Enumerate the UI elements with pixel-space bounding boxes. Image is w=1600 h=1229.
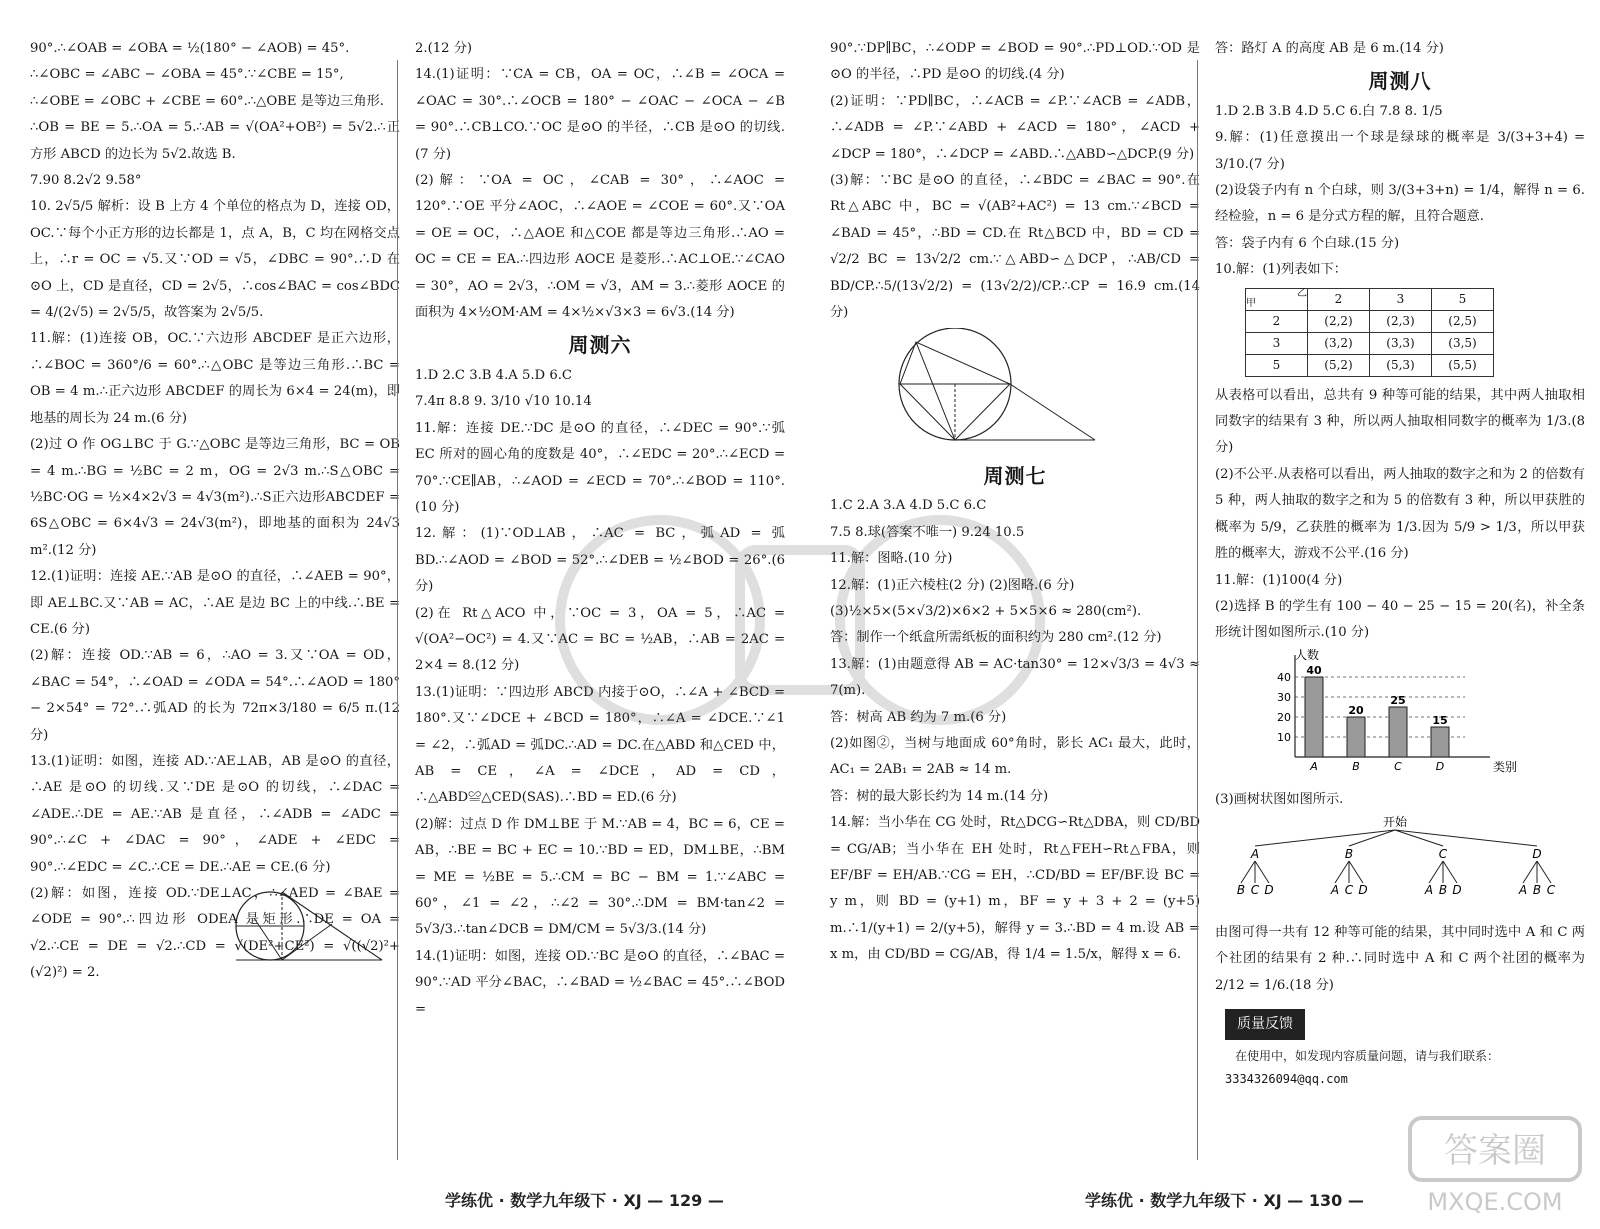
tree-leaf: B bbox=[1236, 882, 1246, 897]
tree-root: 开始 bbox=[1382, 814, 1408, 829]
solution-paragraph: ∴∠OBC = ∠ABC − ∠OBA = 45°.∵∠CBE = 15°, bbox=[30, 67, 344, 83]
chart-bar bbox=[1389, 707, 1407, 757]
tree-node: C bbox=[1438, 846, 1448, 861]
chart-tick-label: 20 bbox=[1277, 710, 1291, 724]
solution-paragraph: 90°.∴∠OAB = ∠OBA = ½(180° − ∠AOB) = 45°. bbox=[30, 41, 350, 56]
svg-text:答案圈: 答案圈 bbox=[1444, 1131, 1546, 1171]
solution-paragraph: 答：袋子内有 6 个白球.(15 分) bbox=[1215, 235, 1400, 251]
tree-leaf: B bbox=[1438, 882, 1448, 897]
table-row bbox=[1246, 310, 1494, 332]
right-page bbox=[800, 0, 1600, 1229]
table-cell: (5,3) bbox=[1370, 354, 1432, 376]
solution-paragraph: 10. 2√5/5 解析：设 B 上方 4 个单位的格点为 D，连接 OD，OC.∵每个小正方形的边长都是 1，点 A，B，C 均在网格交点上，∴r = OC = √5.又∵OD = √5，∠DBC = 90°.∴D 在⊙O 上，CD 是直径，CD = 2√5，∴cos∠BAC = cos∠BDC = 4/(2√5) = 2√5/5，故答案为 2√5/5. bbox=[30, 199, 400, 321]
chart-bar bbox=[1347, 717, 1365, 757]
table-cell: (3,5) bbox=[1432, 332, 1494, 354]
solution-paragraph: 11.解：连接 DE.∵DC 是⊙O 的直径，∴∠DEC = 90°.∵弧 EC 所对的圆心角的度数是 40°，∴∠EDC = 20°.∴∠ECD = 70°.∵CE∥AB，∴∠AOD = ∠ECD = 70°.∴∠BOD = 110°.(10 分) bbox=[415, 420, 785, 515]
chart-bar bbox=[1431, 727, 1449, 757]
tree-leaf: A bbox=[1518, 882, 1528, 897]
solution-paragraph: (2)过 O 作 OG⊥BC 于 G.∵△OBC 是等边三角形，BC = OB = 4 m.∴BG = ½BC = 2 m，OG = 2√3 m.∴S△OBC = ½BC·OG = ½×4×2√3 = 4√3(m²).∴S正六边形ABCDEF = 6S△OBC = 6×4√3 = 24√3(m²)，即地基的面积为 24√3 m².(12 分) bbox=[30, 437, 400, 558]
chart-xlabel: 类别 bbox=[1493, 759, 1518, 774]
solution-paragraph: 14.解：当小华在 CG 处时，Rt△DCG∽Rt△DBA，则 CD/BD = CG/AB；当小华在 EH 处时，Rt△FEH∽Rt△FBA，则 EF/BF = EH/AB.∵CG = EH，∴CD/BD = EF/BF.设 BC = y m，则 BD = (y+1) m，BF = y + 3 + 2 = (y+5) m.∴1/(y+1) = 2/(y+5)，解得 y = 3.∴BD = 4 m.设 AB = x m，由 CD/BD = CG/AB，得 1/4 = 1.5/x，解得 x = 6. bbox=[830, 815, 1200, 963]
section-title-week6: 周测六 bbox=[568, 333, 632, 358]
solution-paragraph: 答：树的最大影长约为 14 m.(14 分) bbox=[830, 788, 1049, 804]
right-column-b bbox=[1215, 36, 1585, 1166]
table-cell: 5 bbox=[1246, 354, 1308, 376]
left-column-a bbox=[30, 36, 400, 1166]
quality-feedback-label: 质量反馈 bbox=[1225, 1009, 1305, 1039]
column-divider-right bbox=[1197, 60, 1198, 1160]
solution-paragraph: (2)不公平.从表格可以看出，两人抽取的数字之和为 2 的倍数有 5 种，两人抽取的数字之和为 5 的倍数有 3 种，所以甲获胜的概率为 5/9，乙获胜的概率为 1/3.因为 5/9 > 1/3，所以甲获胜的概率大，游戏不公平.(16 分) bbox=[1215, 466, 1585, 562]
feedback-email[interactable]: 3334326094@qq.com bbox=[1225, 1071, 1348, 1086]
solution-paragraph: 13.(1)证明：如图，连接 AD.∵AE⊥AB，AB 是⊙O 的直径，∴AE 是⊙O 的切线.又∵DE 是⊙O 的切线，∴∠DAC = ∠ADE.∴DE = AE.∵AB 是直径，∴∠ADB = ∠ADC = 90°.∴∠C + ∠DAC = 90°，∠ADE + ∠EDC = 90°.∴∠EDC = ∠C.∴CE = DE.∴AE = CE.(6 分) bbox=[30, 753, 400, 875]
chart-tick-label: 10 bbox=[1277, 730, 1291, 744]
solution-paragraph: (2)解：过点 D 作 DM⊥BE 于 M.∵AB = 4，BC = 6，CE = AB，∴BE = BC + EC = 10.∵BD = ED，DM⊥BE，∴BM = ME = ½BE = 5.∴CM = BC − BM = 1.∵∠ABC = 60°，∠1 = ∠2，∴∠2 = 30°.∴DM = BM·tan∠2 = 5√3/3.∴tan∠DCB = DM/CM = 5√3/3.(14 分) bbox=[415, 816, 785, 938]
solution-paragraph: (2)在 Rt△ACO 中，∵OC = 3，OA = 5，∴AC = √(OA²−OC²) = 4.又∵AC = BC = ½AB，∴AB = 2AC = 2×4 = 8.(12 分) bbox=[415, 605, 785, 674]
tree-leaf: A bbox=[1330, 882, 1340, 897]
outcome-table bbox=[1245, 288, 1494, 377]
corner-logo bbox=[1400, 1110, 1590, 1220]
table-row bbox=[1246, 354, 1494, 376]
chart-data-label: 20 bbox=[1348, 703, 1364, 717]
page-footer-left: 学练优 · 数学九年级下 · XJ — 129 — bbox=[445, 1191, 724, 1210]
table-cell: (2,3) bbox=[1370, 310, 1432, 332]
solution-paragraph: 答：树高 AB 约为 7 m.(6 分) bbox=[830, 709, 1007, 725]
tree-leaf: D bbox=[1358, 882, 1368, 897]
column-divider bbox=[397, 60, 398, 1160]
solution-paragraph: ∴∠OBE = ∠OBC + ∠CBE = 60°.∴△OBE 是等边三角形. bbox=[30, 93, 384, 109]
solution-paragraph: 14.(1)证明：如图，连接 OD.∵BC 是⊙O 的直径，∴∠BAC = 90°.∵AD 平分∠BAC，∴∠BAD = ½∠BAC = 45°.∴∠BOD = bbox=[415, 948, 785, 1017]
solution-paragraph: 11.解：(1)连接 OB，OC.∵六边形 ABCDEF 是正六边形，∴∠BOC = 360°/6 = 60°.∴△OBC 是等边三角形.∴BC = OB = 4 m.∴正六边形 ABCDEF 的周长为 6×4 = 24(m)，即地基的周长为 24 m.(6 分) bbox=[30, 331, 400, 426]
chart-category-label: B bbox=[1352, 759, 1360, 773]
chart-tick-label: 30 bbox=[1277, 690, 1291, 704]
solution-paragraph: 14.(1)证明：∵CA = CB，OA = OC，∴∠B = ∠OCA = ∠OAC = 30°.∴∠OCB = 180° − ∠OAC − ∠OCA − ∠B = 90°.∴CB⊥CO.∵OC 是⊙O 的半径，∴CB 是⊙O 的切线.(7 分) bbox=[415, 67, 785, 162]
solution-paragraph: 13.解：(1)由题意得 AB = AC·tan30° = 12×√3/3 = 4√3 ≈ 7(m). bbox=[830, 656, 1200, 699]
table-cell: (2,2) bbox=[1308, 310, 1370, 332]
table-cell: (5,5) bbox=[1432, 354, 1494, 376]
chart-category-label: C bbox=[1394, 759, 1402, 773]
tree-node: D bbox=[1532, 846, 1542, 861]
section-title-week8: 周测八 bbox=[1368, 69, 1432, 94]
right-column-a bbox=[830, 36, 1200, 1166]
table-cell: 3 bbox=[1246, 332, 1308, 354]
table-cell: (5,2) bbox=[1308, 354, 1370, 376]
tree-leaf: A bbox=[1424, 882, 1434, 897]
tree-leaf: C bbox=[1344, 882, 1354, 897]
solution-paragraph: (2)选择 B 的学生有 100 − 40 − 25 − 15 = 20(名)，补全条形统计图如图所示.(10 分) bbox=[1215, 598, 1585, 641]
solution-paragraph: (3)½×5×(5×√3/2)×6×2 + 5×5×6 ≈ 280(cm²). bbox=[830, 603, 1142, 619]
tree-leaf: C bbox=[1250, 882, 1260, 897]
tree-leaf: B bbox=[1532, 882, 1542, 897]
solution-paragraph: (2)设袋子内有 n 个白球，则 3/(3+3+n) = 1/4，解得 n = 6.经检验，n = 6 是分式方程的解，且符合题意. bbox=[1215, 183, 1585, 225]
geometry-diagram-circle-abcdp bbox=[870, 328, 1100, 446]
solution-paragraph: (2)解：如图，连接 OD.∵DE⊥AC，∴∠AED = ∠BAE = ∠ODE = 90°.∴四边形 ODEA 是矩形.∴DE = OA = √2.∴CE = DE = √2.∴CD = √(DE²+CE²) = √((√2)²+(√2)²) = 2. bbox=[30, 886, 400, 981]
feedback-text: 在使用中，如发现内容质量问题，请与我们联系： bbox=[1235, 1048, 1500, 1063]
solution-paragraph: 13.(1)证明：∵四边形 ABCD 内接于⊙O，∴∠A + ∠BCD = 180°.又∵∠DCE + ∠BCD = 180°，∴∠A = ∠DCE.∵∠1 = ∠2，∴弧AD = 弧DC.∴AD = DC.在△ABD 和△CED 中，AB = CE，∠A = ∠DCE，AD = CD，∴△ABD≌△CED(SAS).∴BD = ED.(6 分) bbox=[415, 684, 785, 806]
table-cell: (2,5) bbox=[1432, 310, 1494, 332]
solution-paragraph: 2.(12 分) bbox=[415, 41, 473, 56]
table-cell: (3,2) bbox=[1308, 332, 1370, 354]
table-header-cell: 2 bbox=[1308, 288, 1370, 310]
solution-paragraph: (2)解：连接 OD.∵AB = 6，∴AO = 3.又∵OA = OD，∠BAC = 54°，∴∠OAD = ∠ODA = 54°.∴∠AOD = 180° − 2×54° = 72°.∴弧AD 的长为 72π×3/180 = 6/5 π.(12 分) bbox=[30, 648, 400, 743]
tree-leaf: C bbox=[1546, 882, 1556, 897]
table-row bbox=[1246, 332, 1494, 354]
solution-paragraph: ∴OB = BE = 5.∴OA = 5.∴AB = √(OA²+OB²) = 5√2.∴正方形 ABCD 的边长为 5√2.故选 B. bbox=[30, 120, 400, 162]
chart-tick-label: 40 bbox=[1277, 670, 1291, 684]
solution-paragraph: 1.D 2.C 3.B 4.A 5.D 6.C bbox=[415, 367, 572, 383]
table-cell: (3,3) bbox=[1370, 332, 1432, 354]
chart-category-label: A bbox=[1310, 759, 1318, 773]
tree-intro: (3)画树状图如图所示. bbox=[1215, 792, 1344, 808]
solution-paragraph: 12.(1)证明：连接 AE.∵AB 是⊙O 的直径，∴∠AEB = 90°，即 AE⊥BC.又∵AB = AC，∴AE 是边 BC 上的中线.∴BE = CE.(6 分) bbox=[30, 569, 400, 637]
tree-diagram bbox=[1215, 814, 1575, 910]
left-column-b bbox=[415, 36, 785, 1166]
solution-paragraph: 7.90 8.2√2 9.58° bbox=[30, 173, 142, 189]
solution-paragraph: 9.解：(1)任意摸出一个球是绿球的概率是 3/(3+3+4) = 3/10.(7 分) bbox=[1215, 130, 1585, 172]
solution-paragraph: 11.解：(1)100(4 分) bbox=[1215, 572, 1343, 588]
svg-text:MXQE.COM: MXQE.COM bbox=[1427, 1188, 1563, 1216]
solution-paragraph: 1.D 2.B 3.B 4.D 5.C 6.白 7.8 8. 1/5 bbox=[1215, 103, 1443, 119]
solution-paragraph: 从表格可以看出，总共有 9 种等可能的结果，其中两人抽取相同数字的结果有 3 种，所以两人抽取相同数字的概率为 1/3.(8 分) bbox=[1215, 387, 1585, 456]
tree-node: B bbox=[1344, 846, 1354, 861]
solution-paragraph: 11.解：图略.(10 分) bbox=[830, 551, 953, 567]
answer-line: 答：路灯 A 的高度 AB 是 6 m.(14 分) bbox=[1215, 41, 1444, 56]
chart-ylabel: 人数 bbox=[1295, 647, 1320, 662]
table-header-cell: 5 bbox=[1432, 288, 1494, 310]
chart-data-label: 15 bbox=[1432, 713, 1448, 727]
chart-data-label: 25 bbox=[1390, 693, 1406, 707]
table-header-cell: 3 bbox=[1370, 288, 1432, 310]
solution-paragraph: (2)解：∵OA = OC，∠CAB = 30°，∴∠AOC = 120°.∵OE 平分∠AOC，∴∠AOE = ∠COE = 60°.又∵OA = OE = OC，∴△AOE 和△COE 都是等边三角形.∴AO = OC = CE = EA.∴四边形 AOCE 是菱形.∴AC⊥OE.∵∠CAO = 30°，AO = 2√3，∴OM = √3，AM = 3.∴菱形 AOCE 的面积为 4×½OM·AM = 4×½×√3×3 = 6√3.(14 分) bbox=[415, 173, 785, 321]
geometry-diagram-circle-tangent bbox=[222, 878, 392, 968]
solution-paragraph: 90°.∵DP∥BC，∴∠ODP = ∠BOD = 90°.∴PD⊥OD.∵OD 是⊙O 的半径，∴PD 是⊙O 的切线.(4 分) bbox=[830, 41, 1200, 83]
chart-category-label: D bbox=[1435, 759, 1445, 773]
chart-data-label: 40 bbox=[1306, 663, 1322, 677]
tree-node: A bbox=[1250, 846, 1260, 861]
tree-conclusion: 由图可得一共有 12 种等可能的结果，其中同时选中 A 和 C 两个社团的结果有 2 种.∴同时选中 A 和 C 两个社团的概率为 2/12 = 1/6.(18 分) bbox=[1215, 924, 1585, 993]
solution-paragraph: (3)解：∵BC 是⊙O 的直径，∴∠BDC = ∠BAC = 90°.在 Rt△ABC 中，BC = √(AB²+AC²) = 13 cm.∵∠BCD = ∠BAD = 45°，∴BD = CD.在 Rt△BCD 中，BD = CD = √2/2 BC = 13√2/2 cm.∵△ABD∽△DCP，∴AB/CD = BD/CP.∴5/(13√2/2) = (13√2/2)/CP.∴CP = 16.9 cm.(14 分) bbox=[830, 173, 1200, 321]
solution-paragraph: (2)如图②，当树与地面成 60°角时，影长 AC₁ 最大，此时，AC₁ = 2AB₁ = 2AB ≈ 14 m. bbox=[830, 735, 1200, 778]
chart-bar bbox=[1305, 677, 1323, 757]
tree-leaf: D bbox=[1452, 882, 1462, 897]
solution-paragraph: 10.解：(1)列表如下： bbox=[1215, 262, 1347, 278]
table-corner: 乙 甲 bbox=[1246, 288, 1307, 310]
page-footer-right: 学练优 · 数学九年级下 · XJ — 130 — bbox=[1085, 1191, 1364, 1210]
section-title-week7: 周测七 bbox=[983, 463, 1047, 488]
solution-paragraph: 答：制作一个纸盒所需纸板的面积约为 280 cm².(12 分) bbox=[830, 630, 1162, 646]
solution-paragraph: 7.4π 8.8 9. 3/10 √10 10.14 bbox=[415, 394, 592, 410]
solution-paragraph: 12.解：(1)∵OD⊥AB，∴AC = BC，弧AD = 弧BD.∴∠AOD = ∠BOD = 52°.∴∠DEB = ½∠BOD = 26°.(6 分) bbox=[415, 526, 785, 595]
solution-paragraph: (2)证明：∵PD∥BC，∴∠ACB = ∠P.∵∠ACB = ∠ADB，∴∠ADB = ∠P.∵∠ABD + ∠ACD = 180°，∠ACD + ∠DCP = 180°，∴∠DCP = ∠ABD.∴△ABD∽△DCP.(9 分) bbox=[830, 93, 1200, 162]
table-cell: 2 bbox=[1246, 310, 1308, 332]
solution-paragraph: 7.5 8.球(答案不唯一) 9.24 10.5 bbox=[830, 524, 1025, 540]
tree-leaf: D bbox=[1264, 882, 1274, 897]
bar-chart bbox=[1265, 647, 1565, 777]
solution-paragraph: 1.C 2.A 3.A 4.D 5.C 6.C bbox=[830, 498, 987, 514]
solution-paragraph: 12.解：(1)正六棱柱(2 分) (2)图略.(6 分) bbox=[830, 577, 1075, 593]
